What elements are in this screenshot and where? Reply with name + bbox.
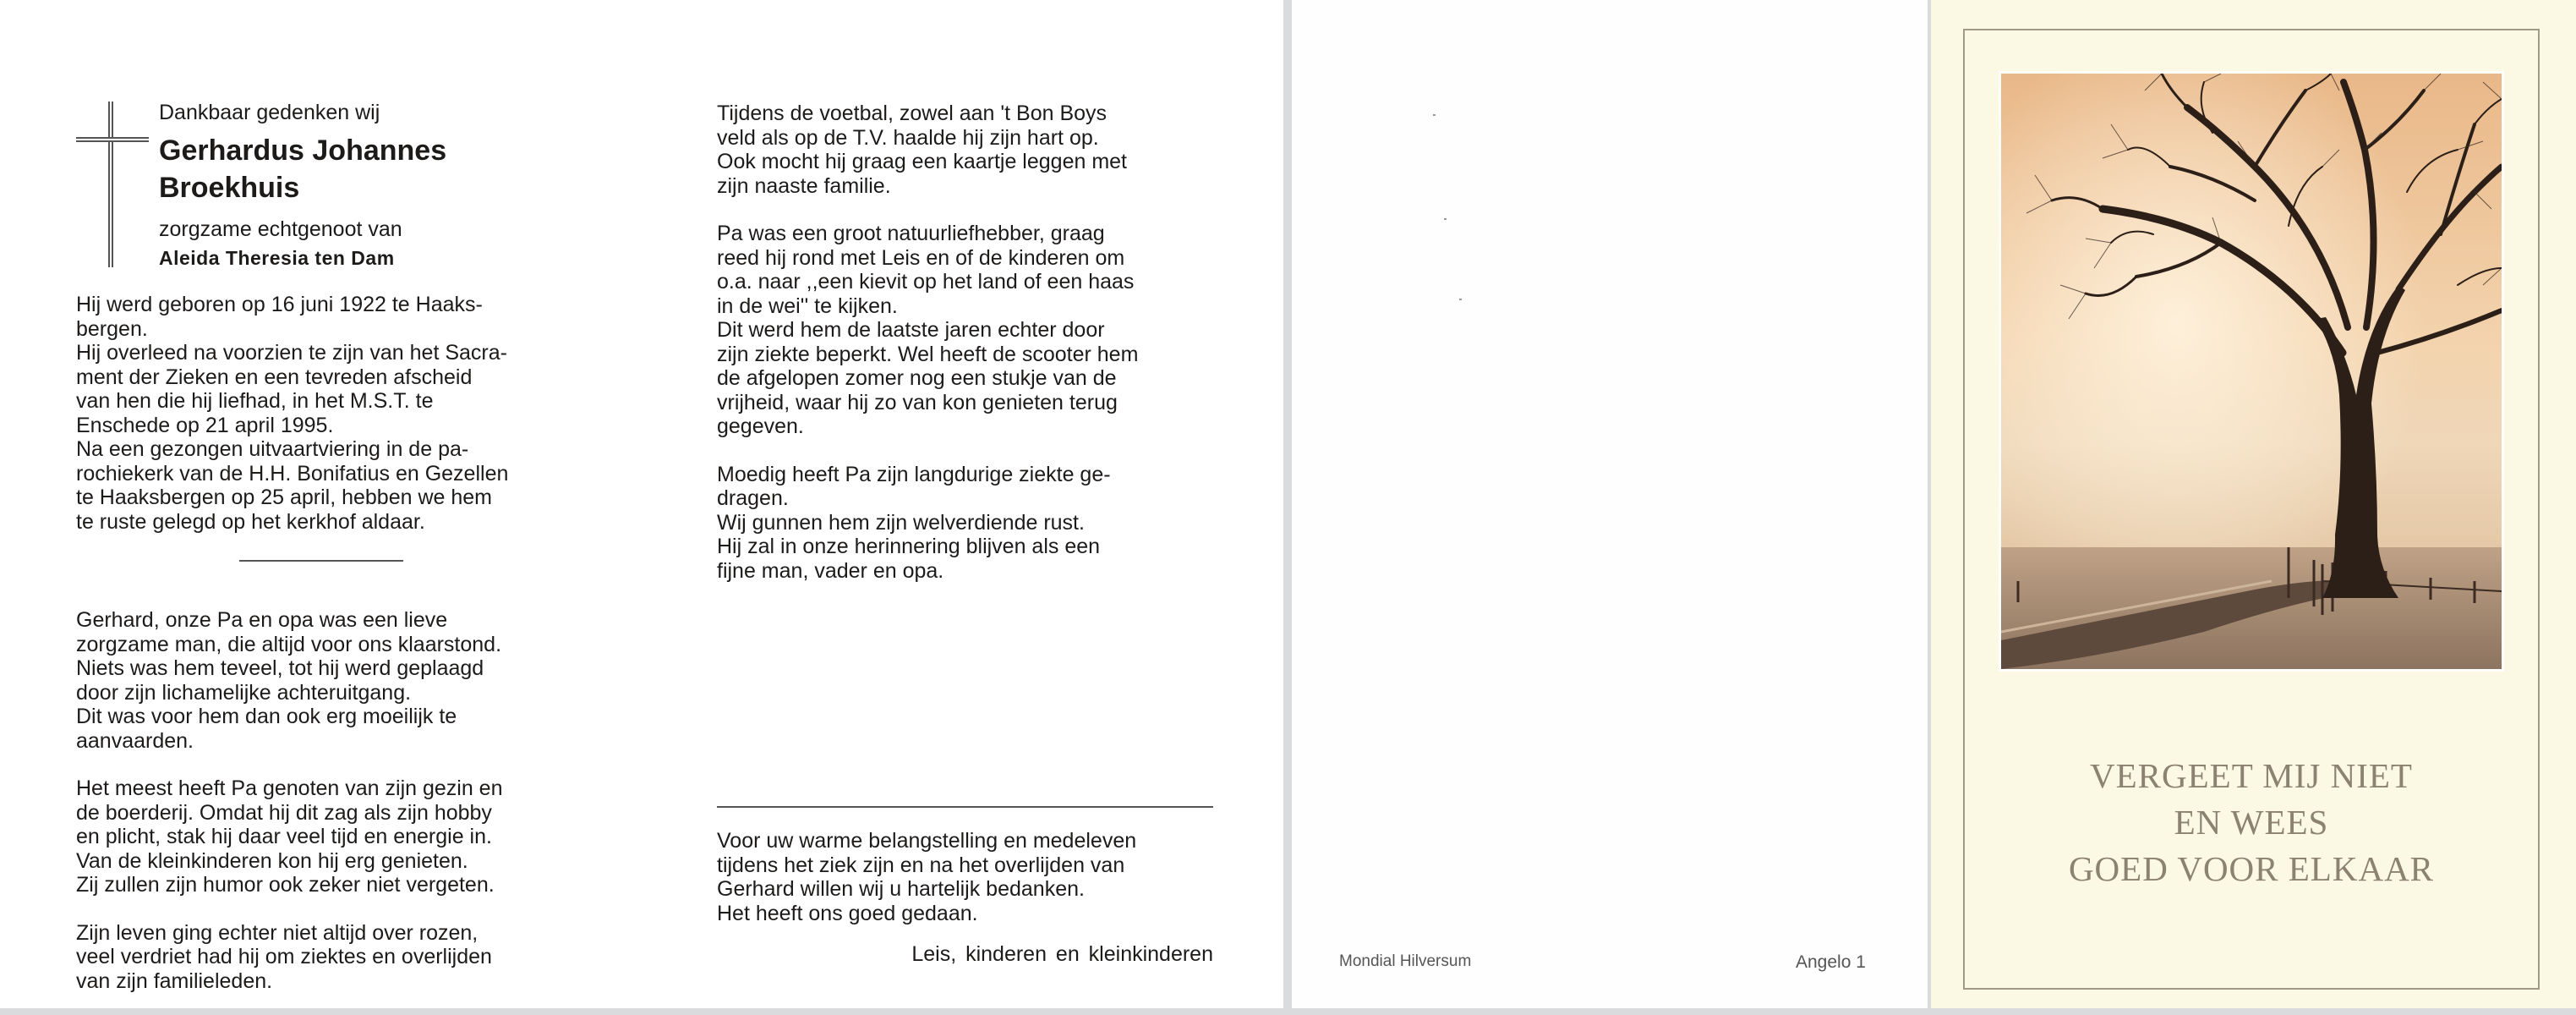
text-line: in de wei'' te kijken. <box>717 294 898 318</box>
text-line: fijne man, vader en opa. <box>717 558 944 583</box>
text-line: Gerhard, onze Pa en opa was een lieve <box>76 608 448 632</box>
text-line: Wij gunnen hem zijn welverdiende rust. <box>717 510 1085 535</box>
text-line: Gerhard willen wij u hartelijk bedanken. <box>717 877 1085 901</box>
paper-speck <box>1444 218 1447 220</box>
motto-line1: VERGEET MIJ NIET <box>2090 756 2413 795</box>
text-line: Ook mocht hij graag een kaartje leggen met <box>717 150 1127 173</box>
motto-line3: GOED VOOR ELKAAR <box>2068 849 2435 888</box>
text-line: dragen. <box>717 486 789 510</box>
text-line: Hij zal in onze herinnering blijven als een <box>717 535 1101 558</box>
text-line: van zijn familieleden. <box>76 968 273 993</box>
text-line: Dit was voor hem dan ook erg moeilijk te <box>76 705 457 728</box>
back-page <box>1292 0 1928 1008</box>
paragraph-hobbies <box>717 102 1211 198</box>
deceased-name-line2: Broekhuis <box>159 172 300 204</box>
text-line: Hij werd geboren op 16 juni 1922 te Haaks- <box>76 293 483 316</box>
text-column-right <box>717 102 1211 583</box>
text-line: zijn naaste familie. <box>717 173 891 198</box>
divider <box>239 560 403 562</box>
text-line: rochiekerk van de H.H. Bonifatius en Gezellen <box>76 461 509 486</box>
cover-motto <box>1963 753 2540 892</box>
paragraph-thanks <box>717 829 1211 925</box>
text-line: Zij zullen zijn humor ook zeker niet vergeten. <box>76 873 495 897</box>
text-line: Hij overleed na voorzien te zijn van het Sacra- <box>76 341 507 365</box>
signature: Leis, kinderen en kleinkinderen <box>911 942 1213 966</box>
header-intro: Dankbaar gedenken wij <box>159 101 380 124</box>
inner-pages <box>0 0 1283 1008</box>
motto-line2: EN WEES <box>2174 803 2329 842</box>
text-line: Na een gezongen uitvaartviering in de pa- <box>76 437 469 461</box>
divider <box>717 806 1213 808</box>
thanks-text <box>717 829 1211 925</box>
deceased-name-line1: Gerhardus Johannes <box>159 134 447 167</box>
text-column-left <box>76 293 571 993</box>
tree-landscape-image <box>2001 74 2502 669</box>
design-code: Angelo 1 <box>1796 952 1866 972</box>
cross-icon-bar <box>76 137 149 142</box>
text-line: zijn ziekte beperkt. Wel heeft de scooter hem <box>717 342 1139 366</box>
text-line: de afgelopen zomer nog een stukje van de <box>717 366 1117 390</box>
text-line: te Haaksbergen op 25 april, hebben we hem <box>76 486 492 509</box>
text-line: bergen. <box>76 316 148 341</box>
deceased-name <box>159 132 548 206</box>
text-line: van hen die hij liefhad, in het M.S.T. te <box>76 389 434 413</box>
text-line: te ruste gelegd op het kerkhof aldaar. <box>76 509 425 534</box>
paragraph-character <box>76 608 571 753</box>
text-line: Niets was hem teveel, tot hij werd geplaagd <box>76 656 484 680</box>
paragraph-nature <box>717 222 1211 439</box>
text-line: door zijn lichamelijke achteruitgang. <box>76 680 412 705</box>
text-line: Het heeft ons goed gedaan. <box>717 901 978 925</box>
text-line: aanvaarden. <box>76 728 194 753</box>
paragraph-farewell <box>717 463 1211 584</box>
text-line: Het meest heeft Pa genoten van zijn gezin en <box>76 776 503 800</box>
paragraph-biography <box>76 293 571 534</box>
text-line: en plicht, stak hij daar veel tijd en energie in. <box>76 825 492 848</box>
text-line: reed hij rond met Leis en of de kinderen om <box>717 245 1125 270</box>
text-line: veel verdriet had hij om ziektes en overlijden <box>76 945 492 968</box>
text-line: Dit werd hem de laatste jaren echter door <box>717 318 1105 342</box>
text-line: zorgzame man, die altijd voor ons klaarstond. <box>76 632 502 656</box>
text-line: Zijn leven ging echter niet altijd over rozen, <box>76 920 479 945</box>
text-line: veld als op de T.V. haalde hij zijn hart op. <box>717 125 1099 150</box>
paragraph-sorrow <box>76 921 571 994</box>
text-line: Van de kleinkinderen kon hij erg genieten. <box>76 848 468 873</box>
card-header <box>159 100 548 271</box>
spouse-name: Aleida Theresia ten Dam <box>159 247 395 269</box>
landscape-photo <box>1999 71 2504 672</box>
text-line: vrijheid, waar hij zo van kon genieten terug <box>717 390 1118 414</box>
cross-icon <box>108 102 113 267</box>
text-line: Pa was een groot natuurliefhebber, graag <box>717 222 1105 245</box>
publisher-imprint: Mondial Hilversum <box>1339 952 1472 970</box>
text-line: o.a. naar ,,een kievit op het land of een haas <box>717 270 1135 294</box>
text-line: ment der Zieken en een tevreden afscheid <box>76 365 473 389</box>
paper-speck <box>1459 299 1462 300</box>
text-line: Enschede op 21 april 1995. <box>76 413 334 437</box>
paper-speck <box>1433 114 1436 116</box>
spouse-label: zorgzame echtgenoot van <box>159 217 402 241</box>
text-line: Moedig heeft Pa zijn langdurige ziekte ge- <box>717 462 1111 486</box>
text-line: tijdens het ziek zijn en na het overlijden van <box>717 853 1125 877</box>
front-cover <box>1931 0 2576 1008</box>
text-line: Voor uw warme belangstelling en medeleven <box>717 829 1137 853</box>
paragraph-family <box>76 776 571 897</box>
text-line: gegeven. <box>717 414 804 438</box>
text-line: Tijdens de voetbal, zowel aan 't Bon Boys <box>717 102 1108 125</box>
text-line: de boerderij. Omdat hij dit zag als zijn hobby <box>76 800 492 825</box>
